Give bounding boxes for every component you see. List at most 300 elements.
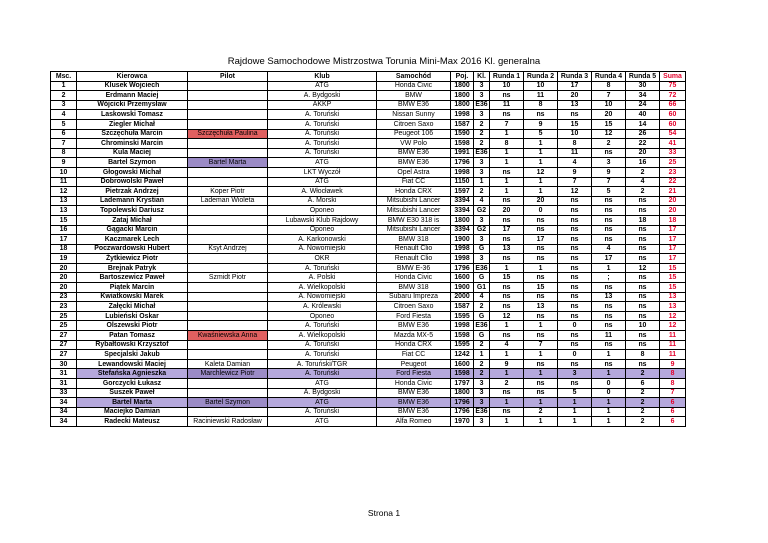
cell-car: BMW E36	[377, 321, 451, 331]
col-header-driver: Kierowca	[77, 72, 188, 82]
cell-round-3: ns	[558, 235, 592, 245]
cell-sum: 23	[660, 167, 686, 177]
table-row	[51, 302, 686, 312]
cell-round-3: ns	[558, 302, 592, 312]
cell-place: 25	[51, 311, 77, 321]
cell-driver: Piątek Marcin	[77, 283, 188, 293]
table-row	[51, 158, 686, 168]
cell-capacity: 1600	[451, 359, 474, 369]
table-row	[51, 340, 686, 350]
cell-round-2: 20	[524, 196, 558, 206]
cell-class: E36	[475, 408, 488, 416]
cell-club: A. Wielkopolski	[268, 331, 377, 341]
cell-driver: Zataj Michał	[77, 215, 188, 225]
cell-round-3: ns	[558, 311, 592, 321]
cell-place: 34	[51, 417, 77, 427]
cell-round-4: 3	[592, 158, 626, 168]
cell-round-3: ns	[558, 379, 592, 389]
cell-round-1: 2	[490, 379, 524, 389]
cell-club: A. Toruński	[268, 340, 377, 350]
table-row	[51, 359, 686, 369]
cell-sum: 6	[660, 398, 686, 408]
cell-capacity: 1598	[451, 369, 474, 379]
cell-pilot	[188, 379, 268, 389]
cell-class: E36	[475, 264, 488, 272]
cell-club: A. Toruński	[268, 407, 377, 417]
cell-round-4: 4	[592, 244, 626, 254]
cell-round-4: ns	[592, 235, 626, 245]
table-row	[51, 331, 686, 341]
cell-round-5: 40	[626, 110, 660, 120]
cell-place: 30	[51, 359, 77, 369]
cell-driver: Rybałtowski Krzysztof	[77, 340, 188, 350]
cell-place: 1	[51, 81, 77, 91]
cell-place: 34	[51, 398, 77, 408]
cell-class: G1	[474, 283, 490, 293]
cell-class: 3	[474, 254, 490, 264]
cell-round-4: 5	[592, 187, 626, 197]
cell-class: 2	[474, 119, 490, 129]
cell-car: BMW 318	[377, 283, 451, 293]
cell-pilot	[188, 206, 268, 216]
cell-class: 2	[474, 369, 490, 379]
cell-place: 3	[51, 100, 77, 110]
cell-pilot	[188, 388, 268, 398]
cell-round-3: 1	[558, 417, 592, 427]
cell-club: A. Toruński/TGR	[268, 359, 377, 369]
cell-class: 3	[474, 388, 490, 398]
cell-capacity: 3394	[451, 206, 474, 216]
cell-club: A. Karkonowski	[268, 235, 377, 245]
cell-round-5: ns	[626, 206, 660, 216]
cell-driver: Erdmann Maciej	[77, 91, 188, 101]
cell-club: A. Toruński	[268, 321, 377, 331]
cell-club: A. Wielkopolski	[268, 283, 377, 293]
cell-round-5: ns	[626, 235, 660, 245]
cell-capacity: 1595	[451, 311, 474, 321]
cell-sum: 17	[660, 235, 686, 245]
cell-round-5: ns	[626, 273, 660, 283]
cell-place: 15	[51, 215, 77, 225]
cell-round-5: 10	[626, 321, 660, 331]
cell-round-1: 4	[490, 340, 524, 350]
cell-club: A. Toruński	[268, 148, 377, 158]
cell-place: 4	[51, 110, 77, 120]
table-row	[51, 148, 686, 158]
cell-car: Citroen Saxo	[377, 302, 451, 312]
cell-place: 19	[51, 254, 77, 264]
cell-sum: 20	[660, 196, 686, 206]
cell-round-4: ns	[592, 215, 626, 225]
cell-round-1: ns	[490, 254, 524, 264]
cell-class: 2	[474, 139, 490, 149]
cell-driver: Chrominski Marcin	[77, 139, 188, 149]
cell-pilot	[188, 148, 268, 158]
cell-pilot	[188, 283, 268, 293]
cell-round-2: 1	[524, 417, 558, 427]
col-header-capacity: Poj.	[451, 72, 474, 82]
cell-pilot	[188, 302, 268, 312]
cell-driver: Załęcki Michał	[77, 302, 188, 312]
cell-pilot	[188, 110, 268, 120]
cell-capacity: 1998	[451, 167, 474, 177]
cell-pilot: Szmidt Piotr	[188, 273, 268, 283]
cell-pilot: Bartel Szymon	[188, 398, 268, 408]
cell-driver: Suszek Paweł	[77, 388, 188, 398]
col-header-round-5: Runda 5	[626, 72, 660, 82]
cell-club: AKKP	[268, 100, 377, 110]
cell-place: 5	[51, 119, 77, 129]
cell-round-1: 17	[490, 225, 524, 235]
cell-driver: Lewandowski Maciej	[77, 359, 188, 369]
cell-round-5: 16	[626, 158, 660, 168]
table-row	[51, 225, 686, 235]
cell-round-4: ns	[592, 311, 626, 321]
table-row	[51, 129, 686, 139]
cell-round-2: 9	[524, 119, 558, 129]
cell-capacity: 1796	[451, 158, 474, 168]
cell-round-2: 0	[524, 206, 558, 216]
cell-pilot: Szczęchuła Paulina	[188, 129, 268, 139]
table-row	[51, 283, 686, 293]
table-row	[51, 321, 686, 331]
cell-place: 27	[51, 331, 77, 341]
cell-club: Oponeo	[268, 225, 377, 235]
cell-club: A. Toruński	[268, 110, 377, 120]
cell-round-4: ns	[592, 148, 626, 158]
cell-round-4: ns	[592, 359, 626, 369]
cell-pilot	[188, 263, 268, 273]
cell-sum: 72	[660, 91, 686, 101]
cell-round-2: ns	[524, 292, 558, 302]
cell-sum: 60	[660, 110, 686, 120]
cell-place: 23	[51, 292, 77, 302]
cell-class: G	[474, 311, 490, 321]
cell-round-3: 5	[558, 388, 592, 398]
cell-round-5: 30	[626, 81, 660, 91]
cell-round-2: ns	[524, 254, 558, 264]
cell-round-5: 2	[626, 398, 660, 408]
cell-car: Mitsubishi Lancer	[377, 225, 451, 235]
cell-driver: Stefańska Agnieszka	[77, 369, 188, 379]
table-row	[51, 196, 686, 206]
cell-capacity: 1900	[451, 283, 474, 293]
cell-club: A. Włocławek	[268, 187, 377, 197]
cell-club: A. Nowomiejski	[268, 292, 377, 302]
cell-place: 33	[51, 388, 77, 398]
cell-sum: 8	[660, 379, 686, 389]
cell-round-1: 10	[490, 81, 524, 91]
cell-round-5: 20	[626, 148, 660, 158]
cell-pilot: Ksyt Andrzej	[188, 244, 268, 254]
cell-round-3: ns	[558, 283, 592, 293]
cell-round-5: ns	[626, 283, 660, 293]
cell-place: 25	[51, 321, 77, 331]
cell-round-1: 1	[490, 417, 524, 427]
cell-place: 12	[51, 187, 77, 197]
cell-sum: 75	[660, 81, 686, 91]
cell-sum: 6	[660, 417, 686, 427]
cell-round-5: 2	[626, 369, 660, 379]
table-row	[51, 350, 686, 360]
cell-round-1: ns	[490, 167, 524, 177]
cell-capacity: 1597	[451, 187, 474, 197]
cell-round-4: 1	[592, 398, 626, 408]
cell-round-1: ns	[490, 196, 524, 206]
cell-driver: Radecki Mateusz	[77, 417, 188, 427]
cell-car: Subaru Impreza	[377, 292, 451, 302]
table-row	[51, 244, 686, 254]
cell-round-2: ns	[524, 215, 558, 225]
cell-round-5: 18	[626, 215, 660, 225]
cell-driver: Dobrowolski Paweł	[77, 177, 188, 187]
cell-driver: Lademann Krystian	[77, 196, 188, 206]
cell-pilot	[188, 177, 268, 187]
cell-club: OKR	[268, 254, 377, 264]
cell-round-5: ns	[626, 311, 660, 321]
cell-round-5: 2	[626, 187, 660, 197]
cell-round-2: ns	[524, 311, 558, 321]
cell-sum: 17	[660, 254, 686, 264]
cell-round-3: 7	[558, 177, 592, 187]
cell-round-1: 1	[490, 177, 524, 187]
cell-round-3: ns	[558, 254, 592, 264]
cell-sum: 8	[660, 369, 686, 379]
col-header-round-2: Runda 2	[524, 72, 558, 82]
cell-driver: Bartoszewicz Paweł	[77, 273, 188, 283]
cell-club: A. Toruński	[268, 350, 377, 360]
cell-car: Honda Civic	[377, 273, 451, 283]
cell-round-2: 5	[524, 129, 558, 139]
cell-round-5: 4	[626, 177, 660, 187]
cell-class: 3	[474, 158, 490, 168]
cell-round-3: ns	[558, 263, 592, 273]
cell-place: 13	[51, 196, 77, 206]
cell-place: 2	[51, 91, 77, 101]
table-row	[51, 263, 686, 273]
cell-car: Fiat CC	[377, 350, 451, 360]
cell-club: A. Polski	[268, 273, 377, 283]
cell-place: 17	[51, 235, 77, 245]
cell-round-3: 4	[558, 158, 592, 168]
cell-round-3: ns	[558, 110, 592, 120]
cell-club: A. Toruński	[268, 263, 377, 273]
cell-car: Mitsubishi Lancer	[377, 206, 451, 216]
cell-car: BMW E36	[377, 398, 451, 408]
cell-capacity: 1150	[451, 177, 474, 187]
cell-sum: 60	[660, 119, 686, 129]
cell-round-2: 10	[524, 81, 558, 91]
cell-pilot: Koper Piotr	[188, 187, 268, 197]
cell-capacity: 1970	[451, 417, 474, 427]
cell-car: Nissan Sunny	[377, 110, 451, 120]
cell-sum: 21	[660, 187, 686, 197]
cell-class: G2	[474, 225, 490, 235]
cell-class: 3	[474, 91, 490, 101]
cell-round-5: 26	[626, 129, 660, 139]
cell-pilot: Lademan Wioleta	[188, 196, 268, 206]
cell-round-2: 7	[524, 340, 558, 350]
cell-sum: 15	[660, 283, 686, 293]
cell-round-5: ns	[626, 225, 660, 235]
cell-round-1: ns	[490, 215, 524, 225]
cell-class: 4	[474, 196, 490, 206]
cell-place: 13	[51, 206, 77, 216]
table-row	[51, 254, 686, 264]
cell-capacity: 1998	[451, 110, 474, 120]
cell-round-5: 12	[626, 263, 660, 273]
cell-pilot	[188, 407, 268, 417]
cell-car: Honda Civic	[377, 379, 451, 389]
cell-round-4: 0	[592, 388, 626, 398]
cell-pilot: Raciniewski Radosław	[188, 417, 268, 427]
cell-round-4: 1	[592, 369, 626, 379]
cell-class: 3	[474, 417, 490, 427]
cell-club: A. Bydgoski	[268, 91, 377, 101]
cell-round-1: ns	[490, 110, 524, 120]
cell-club: Lubawski Klub Rajdowy	[268, 215, 377, 225]
cell-capacity: 2000	[451, 292, 474, 302]
cell-capacity: 1595	[451, 340, 474, 350]
cell-round-5: ns	[626, 254, 660, 264]
col-header-class: Kl.	[474, 72, 490, 82]
cell-round-2: 1	[524, 187, 558, 197]
table-row	[51, 235, 686, 245]
cell-pilot	[188, 350, 268, 360]
cell-pilot	[188, 119, 268, 129]
cell-round-1: 8	[490, 139, 524, 149]
cell-round-5: 2	[626, 388, 660, 398]
cell-pilot	[188, 81, 268, 91]
cell-capacity: 1587	[451, 302, 474, 312]
cell-car: Alfa Romeo	[377, 417, 451, 427]
table-row	[51, 311, 686, 321]
col-header-round-4: Runda 4	[592, 72, 626, 82]
cell-capacity: 3394	[451, 225, 474, 235]
cell-pilot	[188, 167, 268, 177]
table-row	[51, 417, 686, 427]
cell-round-4: ns	[592, 321, 626, 331]
cell-driver: Szczęchuła Marcin	[77, 129, 188, 139]
cell-round-2: 17	[524, 235, 558, 245]
cell-driver: Poczwardowski Hubert	[77, 244, 188, 254]
cell-round-5: 2	[626, 167, 660, 177]
cell-pilot: Bartel Marta	[188, 158, 268, 168]
cell-round-2: ns	[524, 331, 558, 341]
cell-car: Opel Astra	[377, 167, 451, 177]
cell-pilot	[188, 215, 268, 225]
cell-pilot: Kaleta Damian	[188, 359, 268, 369]
cell-driver: Głogowski Michał	[77, 167, 188, 177]
cell-club: ATG	[268, 158, 377, 168]
cell-capacity: 1796	[451, 263, 474, 273]
cell-sum: 15	[660, 263, 686, 273]
cell-round-2: ns	[524, 379, 558, 389]
cell-car: Honda CRX	[377, 340, 451, 350]
cell-car: BMW E36	[377, 388, 451, 398]
col-header-round-3: Runda 3	[558, 72, 592, 82]
cell-round-1: 1	[490, 263, 524, 273]
cell-round-2: 1	[524, 263, 558, 273]
cell-pilot	[188, 100, 268, 110]
cell-car: Renault Clio	[377, 254, 451, 264]
cell-sum: 66	[660, 100, 686, 110]
cell-round-1: 12	[490, 311, 524, 321]
cell-capacity: 1800	[451, 81, 474, 91]
cell-club: Oponeo	[268, 311, 377, 321]
cell-pilot	[188, 254, 268, 264]
cell-round-3: 15	[558, 119, 592, 129]
cell-club: ATG	[268, 177, 377, 187]
cell-sum: 18	[660, 215, 686, 225]
cell-round-2: ns	[524, 110, 558, 120]
cell-pilot: Marchlewicz Piotr	[188, 369, 268, 379]
cell-place: 8	[51, 148, 77, 158]
cell-round-5: ns	[626, 196, 660, 206]
cell-car: BMW E-36	[377, 263, 451, 273]
cell-class: G	[474, 273, 490, 283]
cell-club: LKT Wyczół	[268, 167, 377, 177]
cell-car: BMW E36	[377, 158, 451, 168]
cell-round-5: 34	[626, 91, 660, 101]
table-row	[51, 388, 686, 398]
cell-driver: Bartel Szymon	[77, 158, 188, 168]
cell-driver: Specjalski Jakub	[77, 350, 188, 360]
cell-class: 2	[474, 187, 490, 197]
cell-round-1: 1	[490, 350, 524, 360]
cell-round-4: ;	[592, 273, 626, 283]
results-table	[50, 71, 686, 427]
cell-round-1: 1	[490, 148, 524, 158]
cell-driver: Laskowski Tomasz	[77, 110, 188, 120]
cell-driver: Gągacki Marcin	[77, 225, 188, 235]
cell-class: 4	[474, 292, 490, 302]
cell-class: 3	[474, 110, 490, 120]
cell-round-1: 11	[490, 100, 524, 110]
cell-round-1: ns	[490, 302, 524, 312]
cell-round-1: ns	[490, 235, 524, 245]
cell-car: Honda Civic	[377, 81, 451, 91]
cell-round-5: 24	[626, 100, 660, 110]
cell-car: Peugeot	[377, 359, 451, 369]
cell-round-3: 3	[558, 369, 592, 379]
cell-capacity: 1600	[451, 273, 474, 283]
cell-round-1: 1	[490, 369, 524, 379]
cell-round-3: ns	[558, 292, 592, 302]
cell-round-2: ns	[524, 225, 558, 235]
cell-place: 23	[51, 302, 77, 312]
cell-round-3: ns	[558, 244, 592, 254]
cell-round-4: ns	[592, 206, 626, 216]
col-header-car: Samochód	[377, 72, 451, 82]
cell-round-1: 13	[490, 244, 524, 254]
cell-car: Ford Fiesta	[377, 369, 451, 379]
table-row	[51, 177, 686, 187]
table-row	[51, 369, 686, 379]
cell-car: BMW 318	[377, 235, 451, 245]
cell-capacity: 1998	[451, 321, 474, 331]
cell-round-4: ns	[592, 340, 626, 350]
cell-sum: 17	[660, 244, 686, 254]
cell-round-4: ns	[592, 196, 626, 206]
table-row	[51, 167, 686, 177]
cell-round-4: 13	[592, 292, 626, 302]
cell-round-5: 2	[626, 407, 660, 417]
cell-car: Ford Fiesta	[377, 311, 451, 321]
cell-car: Renault Clio	[377, 244, 451, 254]
cell-sum: 11	[660, 331, 686, 341]
cell-club: ATG	[268, 81, 377, 91]
